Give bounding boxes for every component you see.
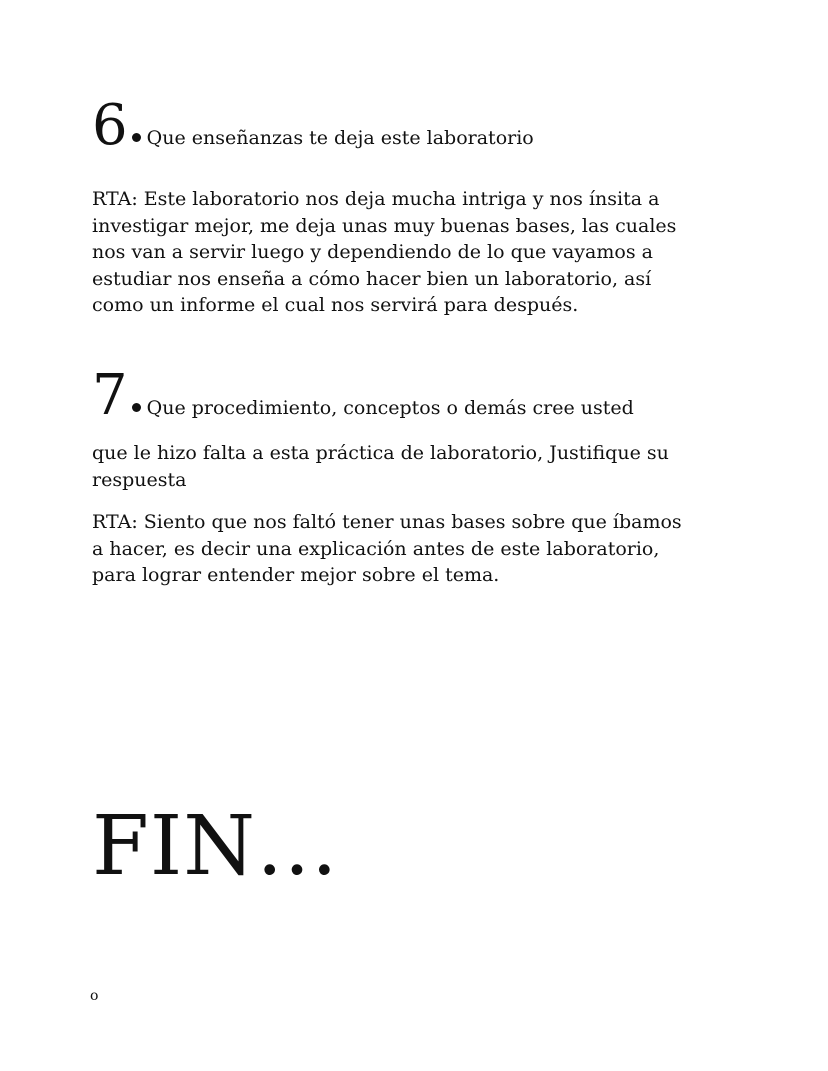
footer-mark: o <box>90 988 99 1004</box>
bullet-dot <box>132 133 141 142</box>
question-7-number: 7 <box>92 363 128 428</box>
question-6-heading <box>92 93 534 158</box>
question-7-title-continuation: que le hizo falta a esta práctica de laboratorio, Justifique su respuesta <box>92 442 669 491</box>
question-7-answer: RTA: Siento que nos faltó tener unas bases sobre que íbamos a hacer, es decir una explicación antes de este laboratorio, para lograr entender mejor sobre el tema. <box>92 511 682 586</box>
closing-text: FIN… <box>92 799 340 894</box>
question-6-number: 6 <box>92 93 128 158</box>
question-6-answer: RTA: Este laboratorio nos deja mucha intriga y nos ínsita a investigar mejor, me deja unas muy buenas bases, las cuales nos van a servir luego y dependiendo de lo que vayamos a estudiar nos enseña a cómo hacer bien un laboratorio, así como un informe el cual nos servirá para después. <box>92 188 677 316</box>
question-7-heading <box>92 363 634 428</box>
question-6-title: Que enseñanzas te deja este laboratorio <box>146 127 534 149</box>
question-7-title: Que procedimiento, conceptos o demás cree usted <box>146 397 634 419</box>
bullet-dot <box>132 403 141 412</box>
